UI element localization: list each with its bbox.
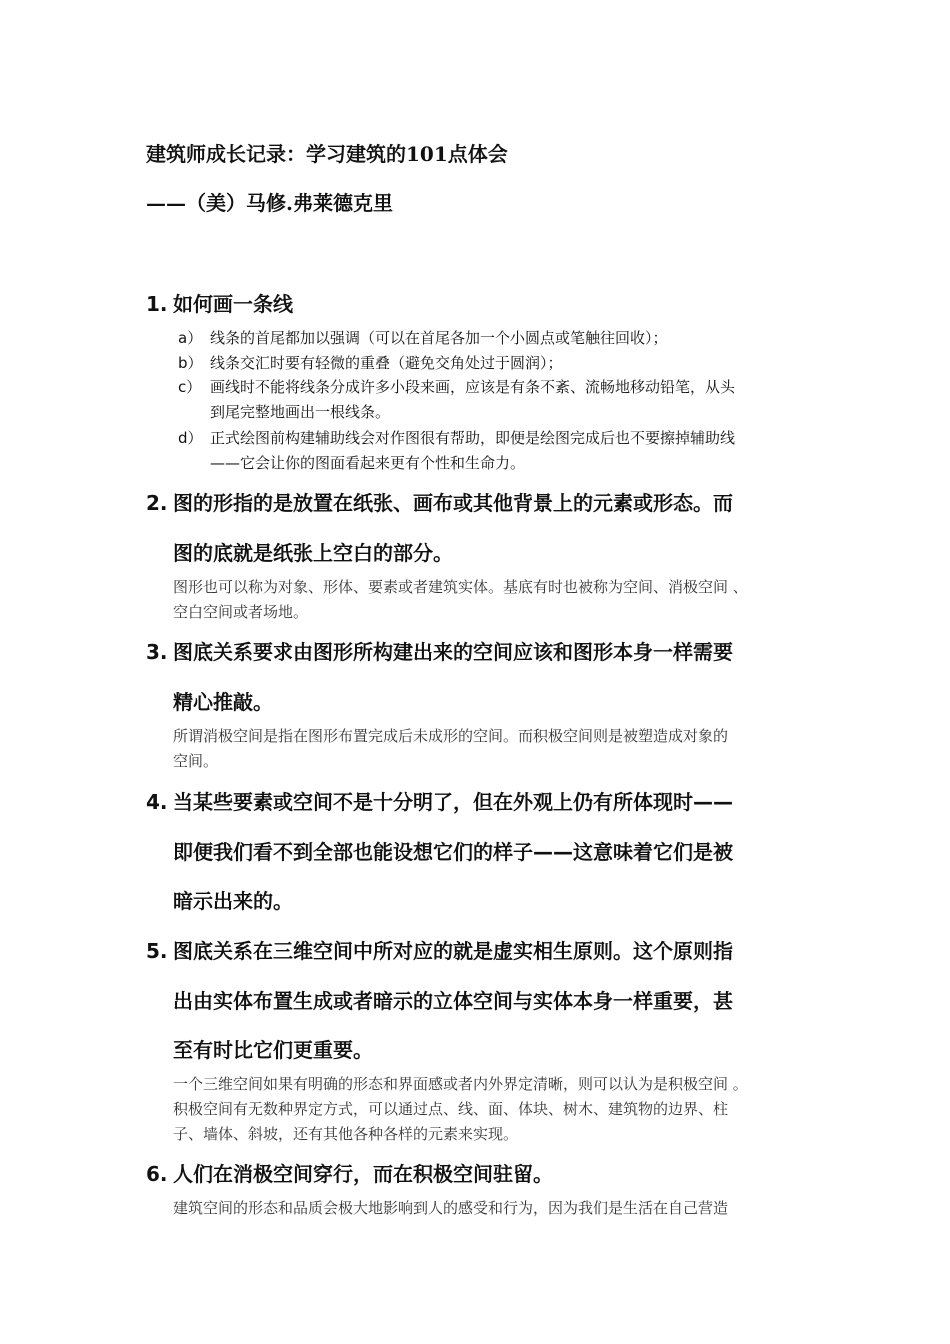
section-3-paragraph-line: 所谓消极空间是指在图形布置完成后未成形的空间。而积极空间则是被塑造成对象的 (173, 727, 729, 745)
list-item-continuation: ——它会让你的图面看起来更有个性和生命力。 (210, 454, 526, 472)
document-author: ——（美）马修.弗莱德克里 (146, 191, 393, 215)
list-marker: a） (178, 329, 203, 347)
section-heading-continuation: 即便我们看不到全部也能设想它们的样子——这意味着它们是被 (173, 840, 733, 864)
list-item-text: 正式绘图前构建辅助线会对作图很有帮助，即便是绘图完成后也不要擦掉辅助线 (210, 429, 736, 447)
section-5-paragraph-line: 子、墙体、斜坡，还有其他各种各样的元素来实现。 (173, 1125, 519, 1143)
list-item-c (178, 376, 735, 397)
list-item-b (178, 352, 563, 373)
list-marker: c） (178, 378, 202, 396)
section-5-paragraph-line: 一个三维空间如果有明确的形态和界面感或者内外界定清晰，则可以认为是积极空间 。 (173, 1075, 748, 1093)
section-6-paragraph-line: 建筑空间的形态和品质会极大地影响到人的感受和行为，因为我们是生活在自己营造 (173, 1199, 729, 1217)
section-number: 5. (146, 939, 168, 963)
list-item-text: 线条的首尾都加以强调（可以在首尾各加一个小圆点或笔触往回收）； (210, 329, 668, 347)
section-4-heading (146, 786, 733, 815)
section-3-heading (146, 636, 733, 665)
list-item-continuation: 到尾完整地画出一根线条。 (210, 403, 391, 421)
list-item-d (178, 427, 735, 448)
list-item-a (178, 327, 668, 348)
section-number: 4. (146, 790, 168, 814)
section-3-paragraph-line: 空间。 (173, 752, 219, 770)
section-heading-line: 人们在消极空间穿行，而在积极空间驻留。 (173, 1162, 553, 1186)
list-item-text: 画线时不能将线条分成许多小段来画，应该是有条不紊、流畅地移动铅笔，从头 (210, 378, 736, 396)
section-2-heading (146, 487, 733, 516)
section-number: 2. (146, 491, 168, 515)
section-heading-continuation: 暗示出来的。 (173, 889, 293, 913)
section-2-paragraph-line: 空白空间或者场地。 (173, 603, 309, 621)
section-5-paragraph-line: 积极空间有无数种界定方式，可以通过点、线、面、体块、树木、建筑物的边界、柱 (173, 1100, 729, 1118)
section-number: 1. (146, 292, 168, 316)
section-heading-continuation: 精心推敲。 (173, 690, 273, 714)
list-item-text: 线条交汇时要有轻微的重叠（避免交角处过于圆润）； (210, 354, 563, 372)
section-heading-continuation: 出由实体布置生成或者暗示的立体空间与实体本身一样重要，甚 (173, 989, 733, 1013)
section-heading-line: 图的形指的是放置在纸张、画布或其他背景上的元素或形态。而 (173, 491, 733, 515)
section-number: 6. (146, 1162, 168, 1186)
section-1-heading (146, 288, 293, 317)
section-6-heading (146, 1158, 553, 1187)
section-heading-continuation: 图的底就是纸张上空白的部分。 (173, 541, 453, 565)
section-heading-line: 图底关系在三维空间中所对应的就是虚实相生原则。这个原则指 (173, 939, 733, 963)
section-heading-line: 图底关系要求由图形所构建出来的空间应该和图形本身一样需要 (173, 640, 733, 664)
section-5-heading (146, 935, 733, 964)
list-marker: b） (178, 354, 203, 372)
document-title: 建筑师成长记录：学习建筑的101点体会 (146, 142, 508, 166)
list-marker: d） (178, 429, 203, 447)
section-2-paragraph-line: 图形也可以称为对象、形体、要素或者建筑实体。基底有时也被称为空间、消极空间 、 (173, 578, 748, 596)
section-heading-line: 当某些要素或空间不是十分明了，但在外观上仍有所体现时—— (173, 790, 733, 814)
section-heading-line: 如何画一条线 (173, 292, 293, 316)
section-number: 3. (146, 640, 168, 664)
section-heading-continuation: 至有时比它们更重要。 (173, 1038, 373, 1062)
